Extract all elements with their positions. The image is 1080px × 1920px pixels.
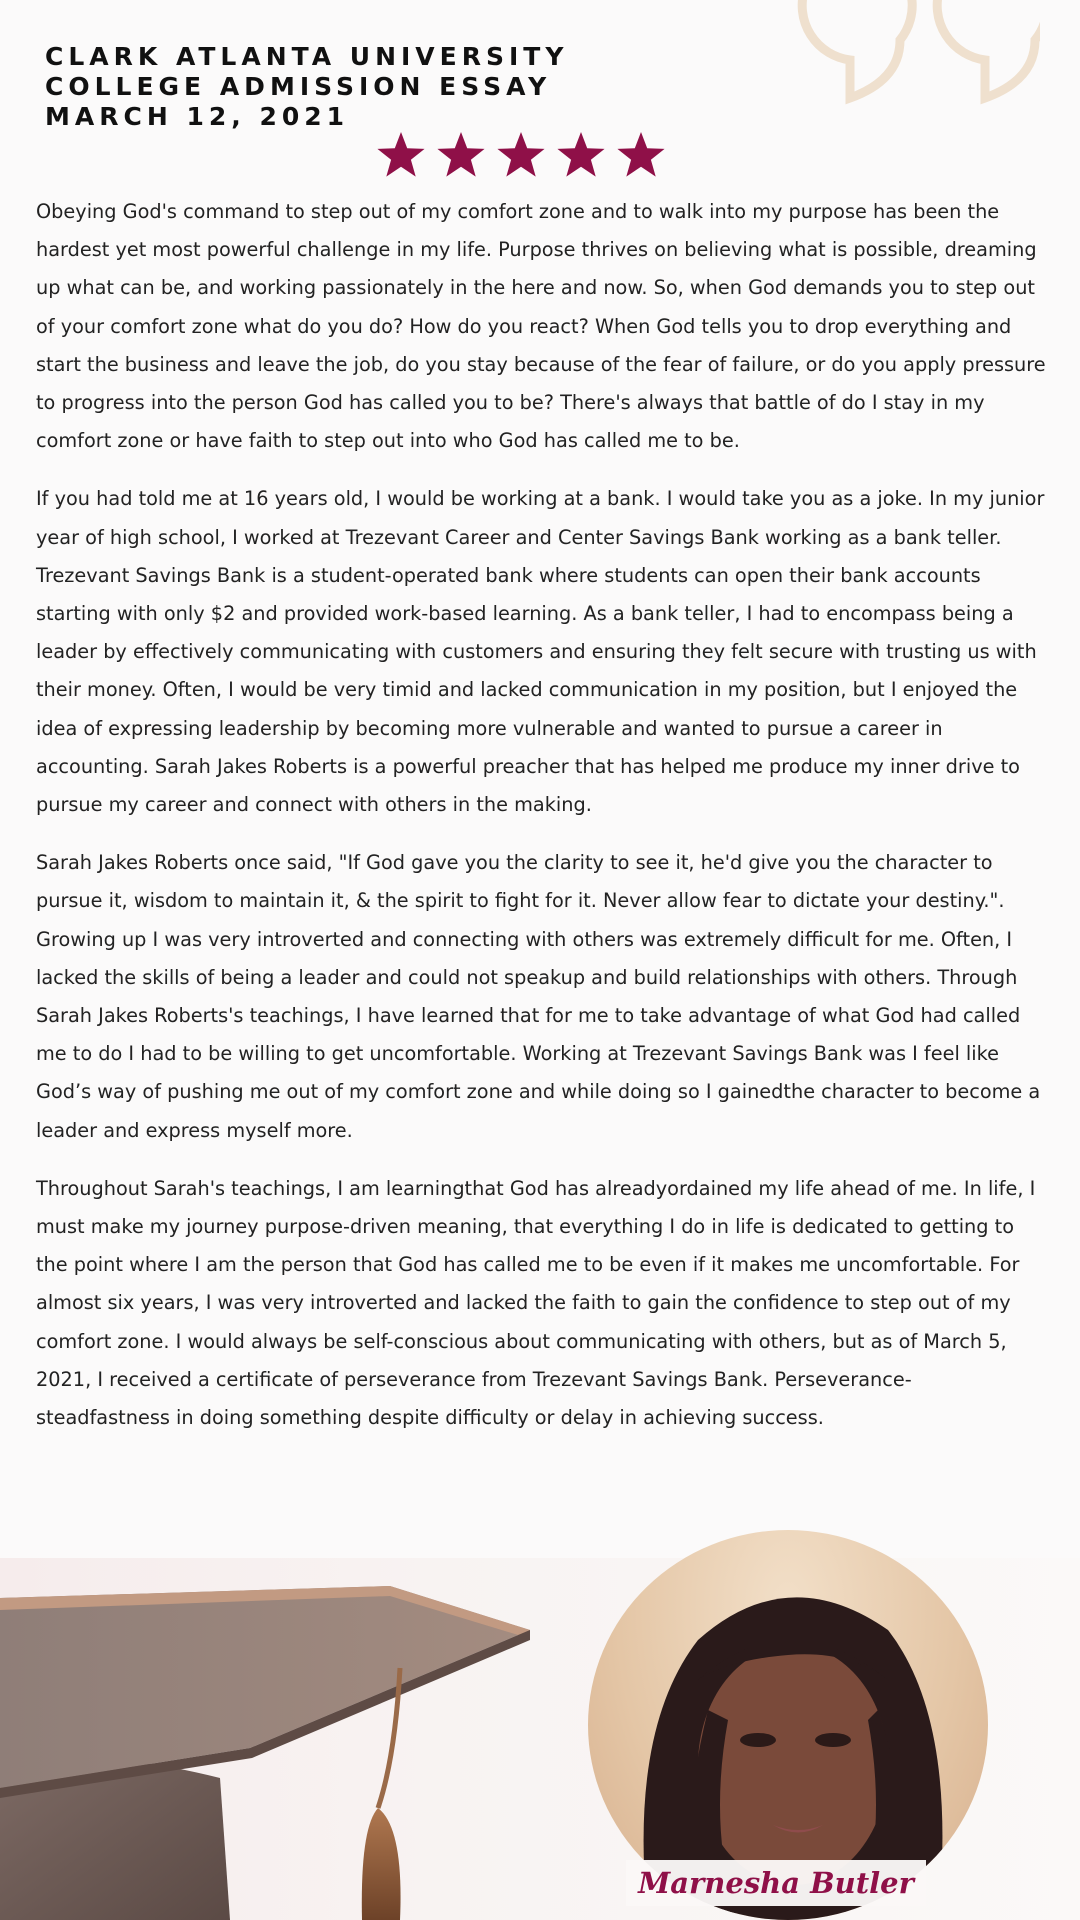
header-date: MARCH 12, 2021 [45,102,350,131]
header-university: CLARK ATLANTA UNIVERSITY [45,42,569,71]
essay-paragraph: Throughout Sarah's teachings, I am learningthat God has alreadyordained my life ahead of me. In life, I must make my journey purpose-driven meaning, that everything I do in life is dedicated to getting to the point where I am the person that God has called me to be even if it makes me uncomfortable. For almost six years, I was very introverted and lacked the faith to gain the confidence to step out of my comfort zone. I would always be self-conscious about communicating with others, but as of March 5, 2021, I received a certificate of perseverance from Trezevant Savings Bank. Perseverance- steadfastness in doing something despite difficulty or delay in achieving success. [36,1176,1036,1430]
star-icon [496,130,546,180]
star-icon [436,130,486,180]
star-icon [616,130,666,180]
star-icon [556,130,606,180]
star-icon [376,130,426,180]
star-rating [376,130,666,180]
document-header [45,42,568,132]
essay-paragraph: If you had told me at 16 years old, I would be working at a bank. I would take you as a joke. In my junior year of high school, I worked at Trezevant Career and Center Savings Bank working as a bank teller. Trezevant Savings Bank is a student-operated bank where students can open their bank accounts starting with only $2 and provided work-based learning. As a bank teller, I had to encompass being a leader by effectively communicating with customers and ensuring they felt secure with trusting us with their money. Often, I would be very timid and lacked communication in my position, but I enjoyed the idea of expressing leadership by becoming more vulnerable and wanted to pursue a career in accounting. Sarah Jakes Roberts is a powerful preacher that has helped me produce my inner drive to pursue my career and connect with others in the making. [36,487,1045,817]
author-name: Marnesha Butler [638,1866,914,1900]
essay-paragraph: Sarah Jakes Roberts once said, "If God gave you the clarity to see it, he'd give you the character to pursue it, wisdom to maintain it, & the spirit to fight for it. Never allow fear to dictate your destiny.". Growing up I was very introverted and connecting with others was extremely difficult for me. Often, I lacked the skills of being a leader and could not speakup and build relationships with others. Through Sarah Jakes Roberts's teachings, I have learned that for me to take advantage of what God had called me to do I had to be willing to get uncomfortable. Working at Trezevant Savings Bank was I feel like God’s way of pushing me out of my comfort zone and while doing so I gainedthe character to become a leader and express myself more. [36,851,1041,1142]
essay-body [36,193,1046,1457]
header-doc-type: COLLEGE ADMISSION ESSAY [45,72,552,101]
essay-paragraph: Obeying God's command to step out of my comfort zone and to walk into my purpose has been the hardest yet most powerful challenge in my life. Purpose thrives on believing what is possible, dreaming up what can be, and working passionately in the here and now. So, when God demands you to step out of your comfort zone what do you do? How do you react? When God tells you to drop everything and start the business and leave the job, do you stay because of the fear of failure, or do you apply pressure to progress into the person God has called you to be? There's always that battle of do I stay in my comfort zone or have faith to step out into who God has called me to be. [36,200,1046,453]
graduation-cap-image [0,1558,560,1920]
quote-marks-icon [780,0,1040,130]
